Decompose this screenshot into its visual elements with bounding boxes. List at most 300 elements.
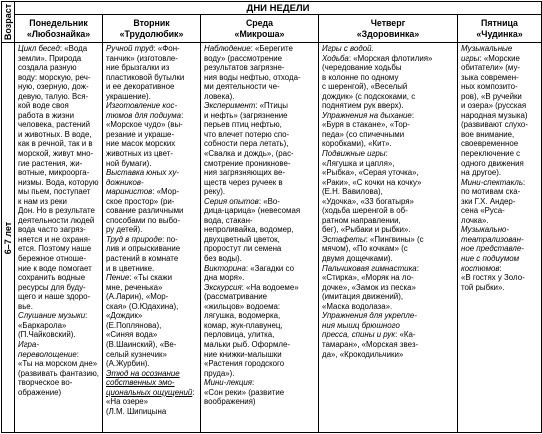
text-run: народная музыка): [461, 110, 528, 120]
activity-line: [106, 225, 198, 235]
activity-line: [204, 139, 316, 149]
activity-line: [461, 101, 539, 111]
activity-line: [461, 63, 539, 73]
text-run: (развивают слухо-: [461, 120, 528, 130]
activity-line: [106, 273, 198, 283]
activity-line: [18, 244, 100, 254]
day-name: Вторник: [133, 18, 170, 28]
text-run: «Раки», «С кочки на кочку»: [322, 177, 422, 187]
text-run: дочке», «Замок из песка»: [322, 282, 416, 292]
activity-line: [204, 63, 316, 73]
text-run: пресса, спины и рук: [322, 330, 396, 340]
activity-line: [461, 273, 539, 283]
text-run: морской, живут мно-: [18, 149, 94, 159]
text-run: : «Морские: [479, 53, 520, 63]
activity-line: [204, 206, 316, 216]
activity-line: [204, 92, 316, 102]
activity-line: [106, 283, 198, 293]
text-run: как в речной, так и в: [18, 139, 93, 149]
text-run: «Баркарола»: [18, 320, 67, 330]
activity-line: [106, 216, 198, 226]
text-run: :: [85, 311, 88, 321]
activity-line: [204, 330, 316, 340]
activity-line: [106, 197, 198, 207]
text-run: реку).: [204, 187, 226, 197]
activity-line: [322, 302, 455, 312]
text-run: воображения): [204, 397, 256, 407]
text-run: и животных. В воде,: [18, 129, 92, 139]
activity-line: [322, 264, 455, 274]
text-run: и ее декоративное: [106, 82, 175, 92]
text-run: : «На водоеме»: [241, 282, 299, 292]
text-run: мальки рыб. Оформле-: [204, 339, 290, 349]
text-run: : «Загадки со: [245, 263, 294, 273]
activity-line: [106, 101, 198, 111]
activity-line: [204, 397, 316, 407]
text-run: и в цветнике.: [106, 263, 155, 273]
activity-line: [461, 44, 539, 54]
text-run: проростут ли семена: [204, 244, 282, 254]
text-run: вое внимание,: [461, 129, 515, 139]
activity-line: [204, 178, 316, 188]
activity-line: [106, 82, 198, 92]
text-run: :: [416, 263, 419, 273]
text-run: :: [385, 149, 388, 159]
text-run: «Рыбка», «Серая уточка»,: [322, 168, 419, 178]
text-run: (Л.М. Шипицына: [106, 406, 167, 416]
activity-line: [106, 63, 198, 73]
activity-line: [204, 369, 316, 379]
activity-line: [18, 292, 100, 302]
activity-line: [204, 311, 316, 321]
activity-line: [461, 264, 539, 274]
activities-row: [2, 43, 542, 433]
activity-line: [18, 54, 100, 64]
text-run: ния загрязняющих ве-: [204, 168, 286, 178]
text-run: ществ через ручеек в: [204, 177, 283, 187]
text-run: циональных ощущений: [106, 387, 193, 397]
text-run: : «Птицы: [255, 101, 288, 111]
text-run: перьев птиц нефтью,: [204, 120, 282, 130]
activity-line: [18, 92, 100, 102]
activity-line: [322, 92, 455, 102]
text-run: : «Во-: [258, 196, 280, 206]
text-run: «Дождик»: [106, 311, 143, 321]
day-name: Понедельник: [29, 18, 88, 28]
activity-line: [204, 225, 316, 235]
text-run: переключение с: [461, 149, 521, 159]
text-run: создала разную: [18, 63, 77, 73]
text-run: ное представле-: [461, 244, 524, 254]
text-run: :: [181, 110, 184, 120]
text-run: двумя дощечками).: [322, 254, 393, 264]
activity-line: [106, 178, 198, 188]
text-run: мячом), «По кочкам» (с: [322, 244, 408, 254]
text-run: с шеренгой), «Веселый: [322, 82, 408, 92]
text-run: Экскурсия: [204, 282, 242, 292]
text-run: няется и не охраня-: [18, 234, 91, 244]
text-run: низмы. Вода, которую: [18, 177, 99, 187]
activity-line: [204, 120, 316, 130]
activity-line: [204, 244, 316, 254]
text-run: переволощение: [18, 349, 77, 359]
activity-line: [106, 149, 198, 159]
activity-line: [106, 378, 198, 388]
text-run: собственных эмо-: [106, 378, 175, 388]
text-run: по мотивам ска-: [461, 187, 521, 197]
text-run: кой воде своя: [18, 101, 69, 111]
text-run: Ходьба: [322, 53, 349, 63]
activity-line: [106, 311, 198, 321]
activity-line: [461, 187, 539, 197]
activity-line: [322, 101, 455, 111]
text-run: :: [76, 349, 79, 359]
text-run: «Лягушка и цапля»,: [322, 158, 395, 168]
activity-line: [204, 159, 316, 169]
activity-line: [322, 254, 455, 264]
text-run: «Маска водолаза».: [322, 301, 393, 311]
text-run: Упражнения для укрепле-: [322, 311, 417, 321]
day-header-monday: [15, 15, 103, 43]
activity-line: [322, 120, 455, 130]
activity-line: [18, 330, 100, 340]
text-run: сена «Руса-: [461, 206, 505, 216]
day-theme: «Трудолюбик»: [119, 28, 184, 39]
activity-line: [461, 225, 539, 235]
activity-line: [461, 197, 539, 207]
activity-line: [204, 388, 316, 398]
text-run: вода часто загряз-: [18, 225, 86, 235]
activity-line: [461, 235, 539, 245]
text-run: ров), «В ручейки: [461, 91, 522, 101]
text-run: «Свалка и дождь», (рас-: [204, 149, 294, 159]
text-run: ние к воде помогает: [18, 263, 92, 273]
text-run: : «На озере»: [106, 387, 195, 407]
text-run: ние книжки-малышки: [204, 349, 282, 359]
activity-line: [204, 321, 316, 331]
activity-line: [18, 369, 100, 379]
activity-line: [18, 73, 100, 83]
text-run: Эксперимент: [204, 101, 256, 111]
activity-line: [18, 111, 100, 121]
text-run: в колонне по одному: [322, 72, 399, 82]
text-run: дождик» (с подскоками, с: [322, 91, 416, 101]
activity-line: [106, 235, 198, 245]
text-run: Выставка юных ху-: [106, 168, 180, 178]
text-run: способами по выбо-: [106, 215, 181, 225]
day-theme: «Чудинка»: [476, 28, 523, 39]
text-run: ную, озерную, дож-: [18, 82, 89, 92]
activity-line: [322, 321, 455, 331]
text-run: сохранить водные: [18, 273, 86, 283]
activity-line: [18, 63, 100, 73]
text-run: (П.Чайковский).: [18, 330, 76, 340]
text-run: ние масок морских: [106, 139, 176, 149]
activity-line: [204, 187, 316, 197]
activity-line: [18, 44, 100, 54]
activity-line: [18, 120, 100, 130]
activity-line: [322, 273, 455, 283]
activity-line: [322, 44, 455, 54]
activity-line: [204, 283, 316, 293]
activity-line: [204, 197, 316, 207]
text-run: одного движения: [461, 158, 524, 168]
text-run: той рыбки».: [461, 282, 505, 292]
activity-line: [204, 350, 316, 360]
text-run: животных из цвет-: [106, 149, 173, 159]
activity-line: [106, 130, 198, 140]
activity-line: [322, 63, 455, 73]
text-run: Пальчиковая гимнастика: [322, 263, 417, 273]
text-run: двухцветный цветок,: [204, 234, 280, 244]
activities-monday: [15, 43, 103, 433]
weekly-plan-table: [1, 1, 542, 433]
activity-line: [18, 187, 100, 197]
text-run: :: [499, 263, 502, 273]
activity-line: [18, 178, 100, 188]
activity-line: [204, 216, 316, 226]
text-run: ние с подиумом: [461, 254, 520, 264]
text-run: ресурсы для буду-: [18, 282, 86, 292]
text-run: смотрение проникнове-: [204, 158, 291, 168]
activity-line: [18, 82, 100, 92]
text-run: украшение).: [106, 91, 151, 101]
text-run: : «Ка-: [395, 330, 416, 340]
text-run: дна моря».: [204, 273, 245, 283]
activity-line: [322, 168, 455, 178]
activity-line: [106, 292, 198, 302]
text-run: пластиковой бутылки: [106, 72, 185, 82]
text-run: «Ты на морском дне»: [18, 359, 98, 369]
text-run: Труд в природе: [106, 234, 163, 244]
text-run: воду: морскую, реч-: [18, 72, 91, 82]
text-run: (А.Журбин).: [106, 359, 150, 369]
text-run: и озера» (русская: [461, 101, 527, 111]
activity-line: [18, 283, 100, 293]
text-run: костюмов: [461, 263, 500, 273]
text-run: : «Морская флотилия»: [348, 53, 433, 63]
activity-line: [18, 311, 100, 321]
activity-line: [322, 197, 455, 207]
text-run: бег), «Рыбаки и рыбки».: [322, 225, 411, 235]
day-names-row: [2, 15, 542, 43]
activity-line: [322, 350, 455, 360]
activity-line: [322, 225, 455, 235]
activity-line: [322, 178, 455, 188]
text-run: лочка».: [461, 215, 489, 225]
text-run: обитатели» (му-: [461, 63, 521, 73]
activity-line: [461, 254, 539, 264]
text-run: ния мышц брюшного: [322, 320, 400, 330]
text-run: и нефть» (загрязнение: [204, 110, 288, 120]
text-run: поднятием рук вверх).: [322, 101, 404, 111]
activity-line: [106, 359, 198, 369]
table-header-row: [2, 2, 542, 15]
activity-line: [18, 149, 100, 159]
text-run: «жильцов» водоема:: [204, 301, 281, 311]
activity-line: [18, 350, 100, 360]
text-run: (Е.Н. Вавилова),: [322, 187, 383, 197]
activity-line: [18, 340, 100, 350]
activity-line: [18, 225, 100, 235]
text-run: «Морское чудо» (вы-: [106, 120, 183, 130]
activity-line: [204, 130, 316, 140]
activity-line: [461, 178, 539, 188]
text-run: творческое во-: [18, 378, 73, 388]
text-run: собности пера летать),: [204, 139, 289, 149]
activity-line: [322, 149, 455, 159]
activity-line: [106, 264, 198, 274]
activity-line: [106, 168, 198, 178]
text-run: мне, реченька»: [106, 282, 163, 292]
text-run: Упражнения на дыхание: [322, 110, 412, 120]
activity-line: [204, 54, 316, 64]
text-run: (ходьба шеренгой в об-: [322, 206, 408, 216]
activity-line: [322, 139, 455, 149]
activity-line: [461, 120, 539, 130]
activity-line: [204, 168, 316, 178]
text-run: перловица, улитка,: [204, 330, 275, 340]
activity-line: [322, 283, 455, 293]
text-run: «Буря в стакане», «Тор-: [322, 120, 410, 130]
activity-line: [18, 254, 100, 264]
text-run: вье.: [18, 301, 33, 311]
activity-line: [204, 149, 316, 159]
text-run: Цикл бесед: [18, 44, 60, 53]
activity-line: [106, 369, 198, 379]
activity-line: [18, 216, 100, 226]
activity-line: [461, 206, 539, 216]
activity-line: [18, 159, 100, 169]
text-run: человека, растений: [18, 120, 91, 130]
age-column-header: [2, 2, 15, 43]
text-run: Изготовление кос-: [106, 101, 178, 111]
activity-line: [106, 159, 198, 169]
day-name: Среда: [245, 18, 274, 28]
activity-line: [106, 139, 198, 149]
activity-line: [322, 111, 455, 121]
text-run: без воды).: [204, 254, 242, 264]
activity-line: [106, 407, 198, 417]
text-run: Подвижные игры: [322, 149, 386, 159]
text-run: да», «Крокодильчики»: [322, 349, 404, 359]
activities-wednesday: [201, 43, 319, 433]
activity-line: [18, 273, 100, 283]
activity-line: [204, 302, 316, 312]
text-run: маринистов: [106, 187, 153, 197]
activity-line: [204, 359, 316, 369]
day-name: Пятница: [481, 18, 518, 28]
activity-line: [204, 273, 316, 283]
activity-line: [322, 311, 455, 321]
text-run: (развивать фантазию,: [18, 368, 99, 378]
activity-line: [204, 264, 316, 274]
text-run: Дон. Но в результате: [18, 206, 95, 216]
text-run: Музыкальные: [461, 44, 513, 53]
activities-friday: [458, 43, 542, 433]
days-of-week-header: ДНИ НЕДЕЛИ: [15, 2, 542, 15]
text-run: ных композито-: [461, 82, 518, 92]
text-run: :: [411, 110, 415, 120]
activity-line: [18, 302, 100, 312]
text-run: : по-: [162, 234, 178, 244]
activity-line: [461, 54, 539, 64]
activity-line: [106, 254, 198, 264]
text-run: Игры с водой.: [322, 44, 374, 53]
age-group-label: 6–7 лет: [3, 221, 13, 254]
activity-line: [106, 388, 198, 407]
activity-line: [204, 101, 316, 111]
text-run: Слушание музыки: [18, 311, 86, 321]
text-run: ловека).: [204, 91, 235, 101]
text-run: щего и наше здоро-: [18, 292, 91, 302]
activity-line: [106, 92, 198, 102]
activity-line: [322, 82, 455, 92]
activity-line: [106, 120, 198, 130]
activity-line: [18, 168, 100, 178]
text-run: дожников-: [106, 177, 144, 187]
activity-line: [322, 244, 455, 254]
day-header-thursday: [319, 15, 458, 43]
text-run: зки Г.Х. Андер-: [461, 196, 516, 206]
text-run: зыка современ-: [461, 72, 519, 82]
text-run: (А.Ларин), «Мор-: [106, 292, 169, 302]
text-run: ми деятельности че-: [204, 82, 280, 92]
text-run: «В гостях у Золо-: [461, 273, 525, 283]
activity-line: [106, 206, 198, 216]
activity-line: [322, 216, 455, 226]
text-run: тюмов для подиума: [106, 110, 182, 120]
activity-line: [106, 340, 198, 350]
text-run: дица-царица» (невесомая: [204, 206, 301, 216]
activity-line: [204, 292, 316, 302]
text-run: Музыкально-: [461, 225, 510, 235]
text-run: ру детей).: [106, 225, 143, 235]
text-run: своевременное: [461, 139, 519, 149]
activity-line: [322, 54, 455, 64]
text-run: к нам из реки: [18, 196, 67, 206]
text-run: растений в комнате: [106, 254, 179, 264]
activity-line: [106, 54, 198, 64]
text-run: земли». Природа: [18, 53, 82, 63]
activity-line: [322, 206, 455, 216]
activity-line: [461, 130, 539, 140]
text-run: : «Фон-: [153, 44, 180, 53]
activity-line: [461, 168, 539, 178]
activity-line: [461, 149, 539, 159]
text-run: что влечет потерю спо-: [204, 129, 290, 139]
activity-line: [106, 330, 198, 340]
activities-thursday: [319, 43, 458, 433]
day-theme: «Здоровинка»: [356, 28, 420, 39]
text-run: воду» (рассмотрение: [204, 53, 283, 63]
text-run: тамаран», «Морская звез-: [322, 339, 419, 349]
activity-line: [106, 111, 198, 121]
text-run: :: [523, 177, 526, 187]
day-theme: «Микроша»: [234, 28, 285, 39]
activity-line: [322, 292, 455, 302]
text-run: театрализован-: [461, 234, 524, 244]
text-run: коробками), «Кит».: [322, 139, 392, 149]
text-run: (Е.Поплянова),: [106, 320, 162, 330]
activity-line: [461, 159, 539, 169]
activity-line: [18, 264, 100, 274]
activity-line: [18, 197, 100, 207]
text-run: комар, жук-плавунец,: [204, 320, 283, 330]
text-run: гие растения, жи-: [18, 158, 83, 168]
text-run: на другое).: [461, 168, 502, 178]
age-label: Возраст: [3, 3, 13, 41]
